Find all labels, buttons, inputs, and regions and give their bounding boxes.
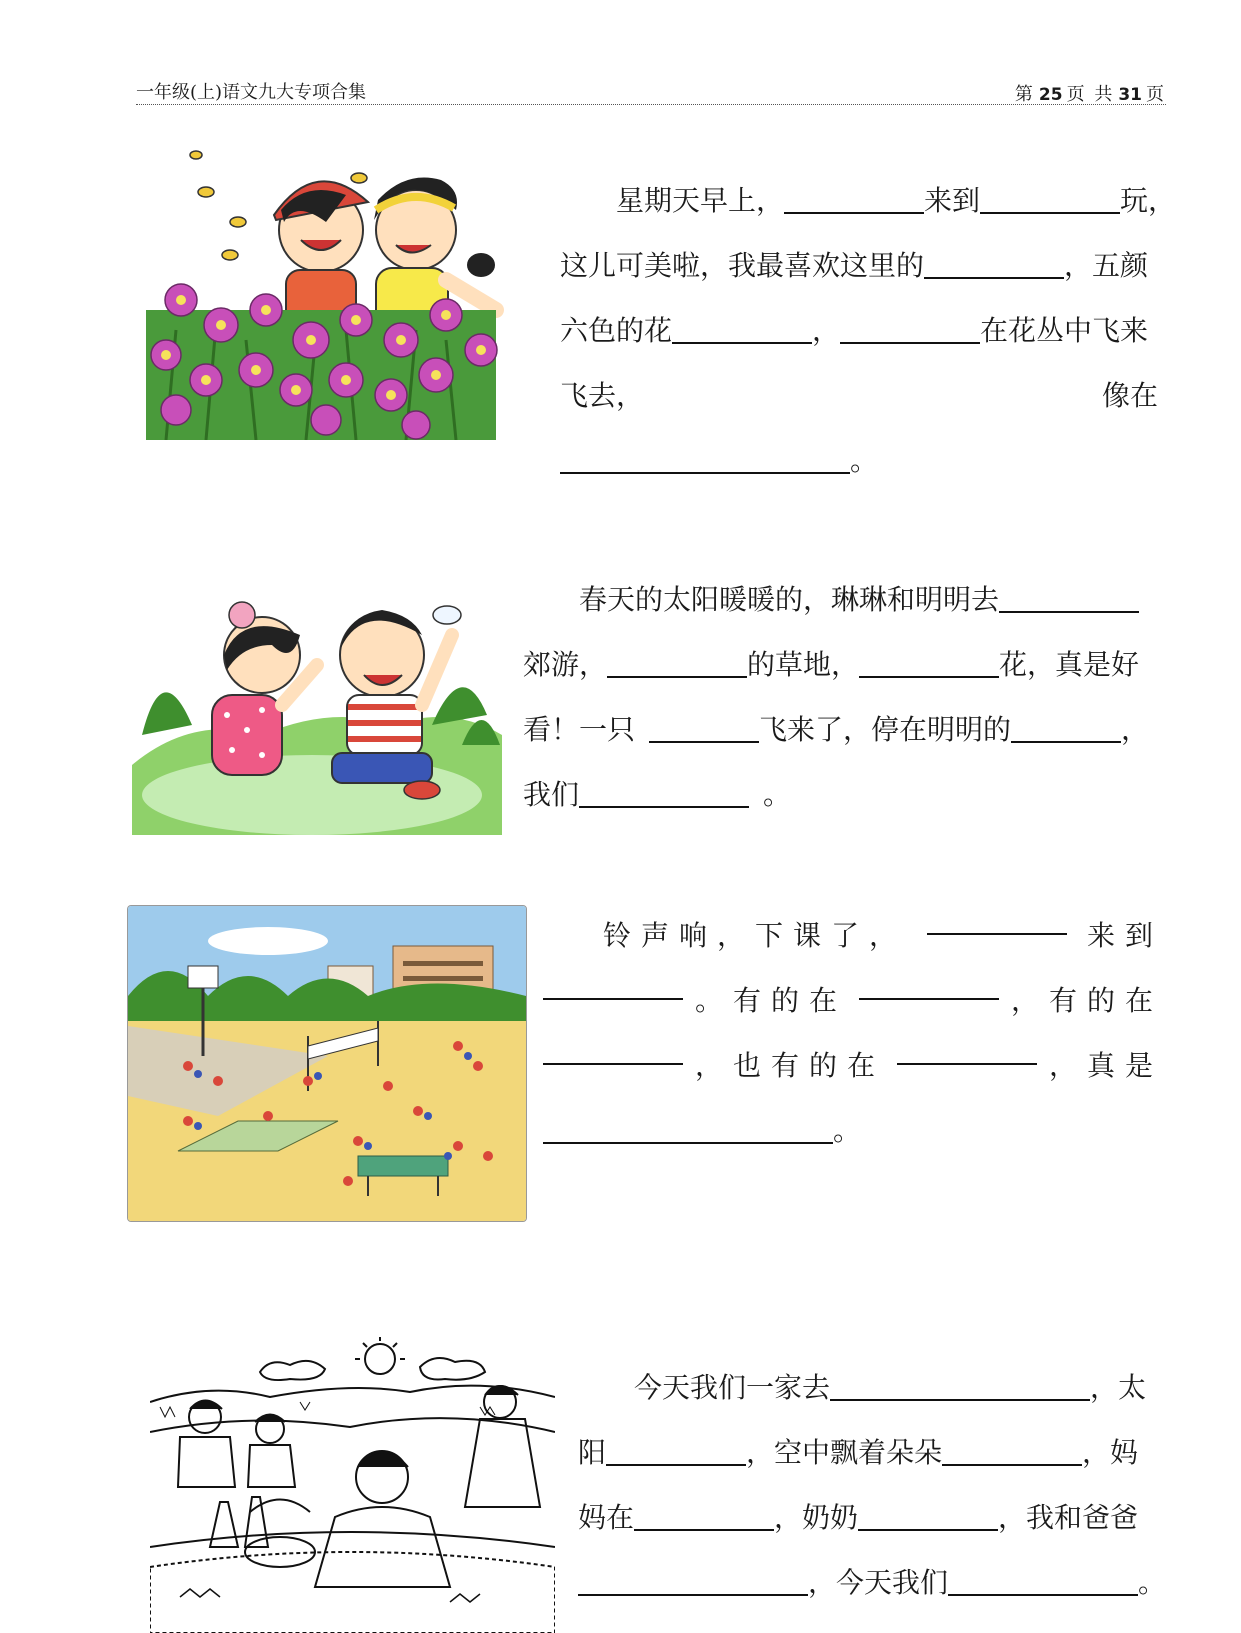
exercise-3-text [543, 903, 1163, 1163]
illustration-spring-picnic [132, 595, 502, 835]
exercise-3-line-4: 。 [543, 1098, 1163, 1163]
answer-blank[interactable] [606, 1434, 746, 1466]
answer-blank[interactable] [649, 711, 759, 743]
exercise-2-text [523, 567, 1178, 827]
answer-blank[interactable] [927, 903, 1067, 935]
page-suffix: 页 [1146, 84, 1166, 105]
answer-blank[interactable] [1011, 711, 1121, 743]
exercise-3-line-3: ，也有的在 ，真是 [543, 1033, 1163, 1098]
answer-blank[interactable] [634, 1499, 774, 1531]
answer-blank[interactable] [543, 1033, 683, 1065]
page-number [1015, 80, 1166, 106]
answer-blank[interactable] [543, 1112, 833, 1144]
answer-blank[interactable] [840, 312, 980, 344]
page-prefix: 第 [1014, 84, 1035, 105]
answer-blank[interactable] [897, 1033, 1037, 1065]
answer-blank[interactable] [999, 581, 1139, 613]
answer-blank[interactable] [948, 1564, 1138, 1596]
answer-blank[interactable] [980, 182, 1120, 214]
exercise-4-line-2: 阳 ，空中飘着朵朵 ，妈 [578, 1436, 1139, 1469]
page-current: 25 [1038, 85, 1063, 105]
exercise-1-line-1: 星期天早上， 来到 玩， [616, 184, 1177, 217]
answer-blank[interactable] [942, 1434, 1082, 1466]
exercise-3-line-1: 铃声响，下课了， 来到 [543, 903, 1163, 968]
page-header [136, 76, 1166, 105]
exercise-1-line-3: 六色的花 ， 在花丛中飞来 [560, 314, 1149, 347]
page-total: 31 [1118, 85, 1142, 105]
exercise-4-line-1: 今天我们一家去 ，太 [634, 1371, 1147, 1404]
illustration-flower-garden [146, 140, 516, 440]
page-mid: 页 共 [1066, 84, 1115, 105]
exercise-4-line-4: ，今天我们 。 [578, 1550, 1168, 1615]
exercise-2-line-4: 我们 。 [523, 778, 792, 811]
answer-blank[interactable] [672, 312, 812, 344]
answer-blank[interactable] [543, 968, 683, 1000]
exercise-1-line-5: 。 [560, 428, 1178, 493]
exercise-2-line-1: 春天的太阳暖暖的，琳琳和明明去 [523, 567, 1178, 632]
exercise-1-line-4: 飞去， 像在 [560, 379, 1158, 412]
answer-blank[interactable] [607, 646, 747, 678]
illustration-playground [127, 905, 527, 1222]
exercise-3-line-2: 。有的在 ，有的在 [543, 968, 1163, 1033]
exercise-1-text [560, 168, 1178, 493]
answer-blank[interactable] [924, 247, 1064, 279]
exercise-4-text [578, 1355, 1168, 1615]
answer-blank[interactable] [859, 646, 999, 678]
answer-blank[interactable] [560, 442, 850, 474]
header-title: 一年级(上)语文九大专项合集 [136, 82, 367, 103]
answer-blank[interactable] [858, 1499, 998, 1531]
answer-blank[interactable] [859, 968, 999, 1000]
answer-blank[interactable] [830, 1369, 1090, 1401]
exercise-4-line-3: 妈在 ，奶奶 ，我和爸爸 [578, 1501, 1139, 1534]
answer-blank[interactable] [784, 182, 924, 214]
answer-blank[interactable] [578, 1564, 808, 1596]
exercise-2-line-2: 郊游， 的草地， 花，真是好 [523, 648, 1140, 681]
exercise-2-line-3: 看！一只 飞来了，停在明明的 ， [523, 713, 1150, 746]
exercise-1-line-2: 这儿可美啦，我最喜欢这里的 ，五颜 [560, 249, 1149, 282]
illustration-family-outing [150, 1337, 555, 1633]
answer-blank[interactable] [579, 776, 749, 808]
